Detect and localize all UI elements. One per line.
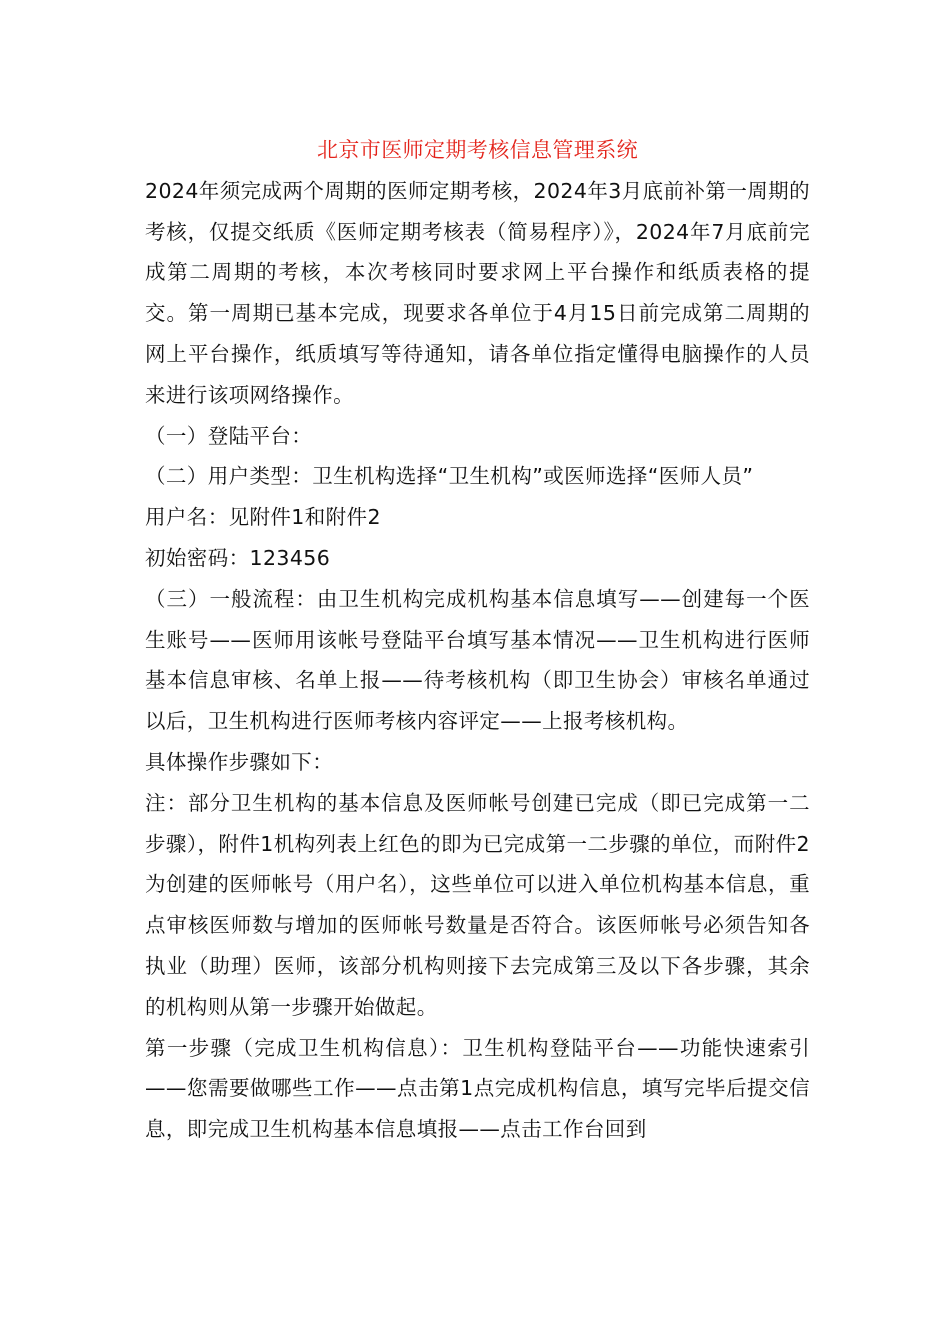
paragraph-steps-heading: 具体操作步骤如下： [145, 749, 334, 774]
paragraph-general-process: （三）一般流程：由卫生机构完成机构基本信息填写——创建每一个医生账号——医师用该帐号登陆平台填写基本情况——卫生机构进行医师基本信息审核、名单上报——待考核机构（即卫生协会）审核名单通过以后，卫生机构进行医师考核内容评定——上报考核机构。 [145, 586, 810, 734]
document-body [145, 130, 810, 1150]
paragraph-user-type: （二）用户类型：卫生机构选择“卫生机构”或医师选择“医师人员” [145, 464, 754, 489]
paragraph-intro: 2024年须完成两个周期的医师定期考核，2024年3月底前补第一周期的考核，仅提交纸质《医师定期考核表（简易程序）》，2024年7月底前完成第二周期的考核，本次考核同时要求网上平台操作和纸质表格的提交。第一周期已基本完成，现要求各单位于4月15日前完成第二周期的网上平台操作，纸质填写等待通知，请各单位指定懂得电脑操作的人员来进行该项网络操作。 [145, 178, 810, 407]
document-title: 北京市医师定期考核信息管理系统 [317, 138, 638, 162]
paragraph-username: 用户名：见附件1和附件2 [145, 505, 381, 530]
paragraph-login-platform: （一）登陆平台： [145, 423, 313, 448]
paragraph-initial-password: 初始密码：123456 [145, 545, 331, 570]
paragraph-note: 注：部分卫生机构的基本信息及医师帐号创建已完成（即已完成第一二步骤），附件1机构列表上红色的即为已完成第一二步骤的单位，而附件2为创建的医师帐号（用户名），这些单位可以进入单位机构基本信息，重点审核医师数与增加的医师帐号数量是否符合。该医师帐号必须告知各执业（助理）医师，该部分机构则接下去完成第三及以下各步骤，其余的机构则从第一步骤开始做起。 [145, 790, 810, 1019]
paragraph-step-one: 第一步骤（完成卫生机构信息）：卫生机构登陆平台——功能快速索引——您需要做哪些工作——点击第1点完成机构信息，填写完毕后提交信息，即完成卫生机构基本信息填报——点击工作台回到 [145, 1035, 810, 1142]
